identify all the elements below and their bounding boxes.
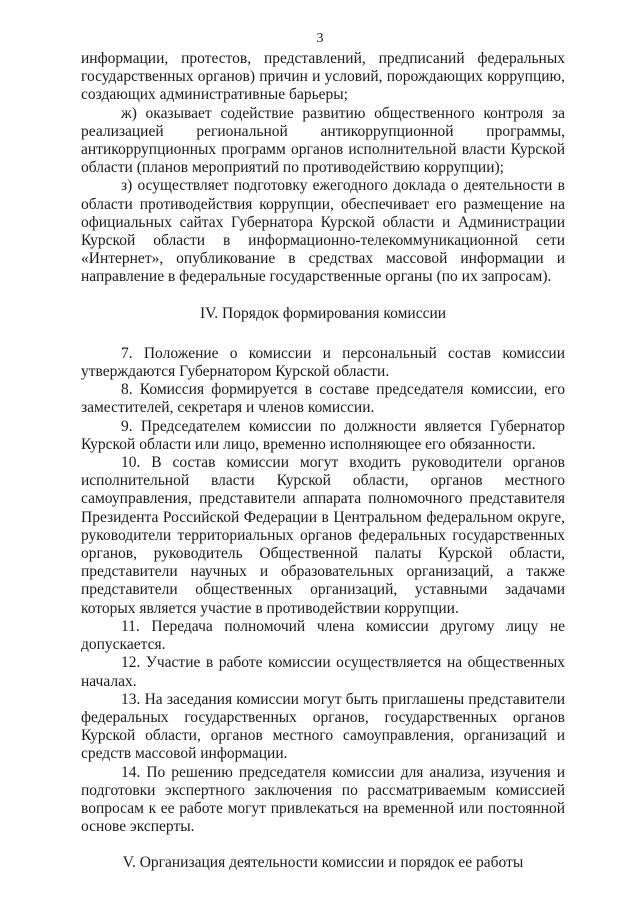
paragraph-continuation: информации, протестов, представлений, предписаний федеральных государственных органов) причин и условий, порождающих коррупцию, создающих административные барьеры; <box>81 50 565 104</box>
paragraph-14: 14. По решению председателя комиссии для анализа, изучения и подготовки экспертного заключения по рассматриваемым комиссией вопросам к ее работе могут привлекаться на временной или постоянной основе эксперты. <box>81 763 565 836</box>
paragraph-item-zh: ж) оказывает содействие развитию общественного контроля за реализацией региональной антикоррупционной программы, антикоррупционных программ органов исполнительной власти Курской области (планов мероприятий по противодействию коррупции); <box>81 104 565 177</box>
paragraph-12: 12. Участие в работе комиссии осуществляется на общественных началах. <box>81 654 565 690</box>
document-body <box>81 50 565 895</box>
section-v-heading: V. Организация деятельности комиссии и порядок ее работы <box>122 854 524 872</box>
page-number: 3 <box>316 31 324 46</box>
paragraph-7: 7. Положение о комиссии и персональный состав комиссии утверждаются Губернатором Курской области. <box>81 344 565 381</box>
paragraph-13: 13. На заседания комиссии могут быть приглашены представители федеральных государственных органов, государственных органов Курской области, органов местного самоуправления, организаций и средств массовой информации. <box>81 690 565 763</box>
section-iv-heading: IV. Порядок формирования комиссии <box>199 304 447 322</box>
paragraph-10: 10. В состав комиссии могут входить руководители органов исполнительной власти Курской области, органов местного самоуправления, представители аппарата полномочного представителя Президента Российской Федерации в Центральном федеральном округе, руководители территориальных органов федеральных государственных органов, руководитель Общественной палаты Курской области, представители научных и образовательных организаций, а также представители общественных организаций, уставными задачами которых является участие в противодействии коррупции. <box>81 454 565 617</box>
paragraph-item-z: з) осуществляет подготовку ежегодного доклада о деятельности в области противодействия коррупции, обеспечивает его размещение на официальных сайтах Губернатора Курской области и Администрации Курской области в информационно-телекоммуникационной сети «Интернет», опубликование в средствах массовой информации и направление в федеральные государственные органы (по их запросам). <box>81 177 565 286</box>
paragraph-11: 11. Передача полномочий члена комиссии другому лицу не допускается. <box>81 617 565 654</box>
paragraph-9: 9. Председателем комиссии по должности является Губернатор Курской области или лицо, временно исполняющее его обязанности. <box>81 417 565 453</box>
paragraph-8: 8. Комиссия формируется в составе председателя комиссии, его заместителей, секретаря и членов комиссии. <box>81 381 565 417</box>
